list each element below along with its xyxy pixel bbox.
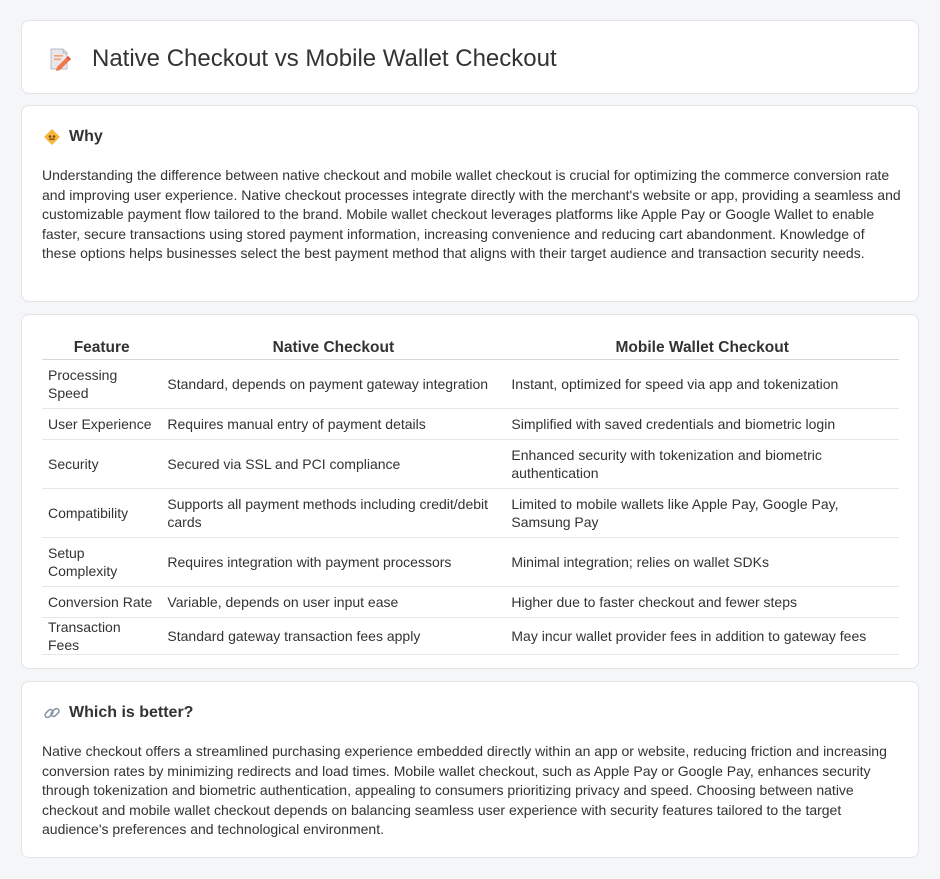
header-wallet: Mobile Wallet Checkout [505, 335, 899, 360]
feature-cell: User Experience [42, 409, 161, 440]
feature-cell: Compatibility [42, 489, 161, 538]
diamond-hint-icon [43, 128, 61, 146]
native-cell: Requires integration with payment processors [161, 538, 505, 587]
native-cell: Requires manual entry of payment details [161, 409, 505, 440]
why-heading: Why [69, 128, 103, 145]
table-header-row [42, 335, 899, 360]
wallet-cell: Instant, optimized for speed via app and tokenization [505, 360, 899, 409]
wallet-cell: Simplified with saved credentials and biometric login [505, 409, 899, 440]
link-icon [43, 704, 61, 722]
feature-cell: Conversion Rate [42, 587, 161, 618]
table-row [42, 587, 899, 618]
table-row [42, 538, 899, 587]
wallet-cell: Minimal integration; relies on wallet SDKs [505, 538, 899, 587]
wallet-cell: Higher due to faster checkout and fewer steps [505, 587, 899, 618]
wallet-cell: Enhanced security with tokenization and biometric authentication [505, 440, 899, 489]
table-row [42, 409, 899, 440]
table-row [42, 440, 899, 489]
feature-cell: Processing Speed [42, 360, 161, 409]
why-text: Understanding the difference between native checkout and mobile wallet checkout is crucial for optimizing the commerce conversion rate and improving user experience. Native checkout processes integrate directly with the merchant's website or app, providing a seamless and customizable payment flow tailored to the brand. Mobile wallet checkout leverages platforms like Apple Pay or Google Wallet to enable faster, secure transactions using stored payment information, increasing convenience and reducing cart abandonment. Knowledge of these options helps businesses select the best payment method that aligns with their target audience and transaction security needs. [42, 167, 901, 261]
wallet-cell: May incur wallet provider fees in addition to gateway fees [505, 618, 899, 655]
why-card [21, 105, 919, 302]
which-better-heading: Which is better? [69, 704, 194, 721]
feature-cell: Transaction Fees [42, 618, 161, 655]
native-cell: Supports all payment methods including credit/debit cards [161, 489, 505, 538]
feature-cell: Setup Complexity [42, 538, 161, 587]
table-row [42, 360, 899, 409]
native-cell: Secured via SSL and PCI compliance [161, 440, 505, 489]
native-cell: Variable, depends on user input ease [161, 587, 505, 618]
which-better-card [21, 681, 919, 858]
feature-cell: Security [42, 440, 161, 489]
header-native: Native Checkout [161, 335, 505, 360]
title-card [21, 20, 919, 94]
which-better-text: Native checkout offers a streamlined purchasing experience embedded directly within an app or website, reducing friction and increasing conversion rates by minimizing redirects and load times. Mobile wallet checkout, such as Apple Pay or Google Pay, enhances security through tokenization and biometric authentication, appealing to consumers prioritizing privacy and speed. Choosing between native checkout and mobile wallet checkout depends on balancing seamless user experience with security features tailored to the target audience's preferences and technological environment. [42, 743, 887, 837]
native-cell: Standard, depends on payment gateway integration [161, 360, 505, 409]
page-title: Native Checkout vs Mobile Wallet Checkout [92, 45, 557, 72]
wallet-cell: Limited to mobile wallets like Apple Pay, Google Pay, Samsung Pay [505, 489, 899, 538]
comparison-table [42, 335, 899, 655]
native-cell: Standard gateway transaction fees apply [161, 618, 505, 655]
header-feature: Feature [42, 335, 161, 360]
document-pencil-icon [46, 46, 72, 72]
table-row [42, 489, 899, 538]
comparison-card [21, 314, 919, 669]
table-row [42, 618, 899, 655]
